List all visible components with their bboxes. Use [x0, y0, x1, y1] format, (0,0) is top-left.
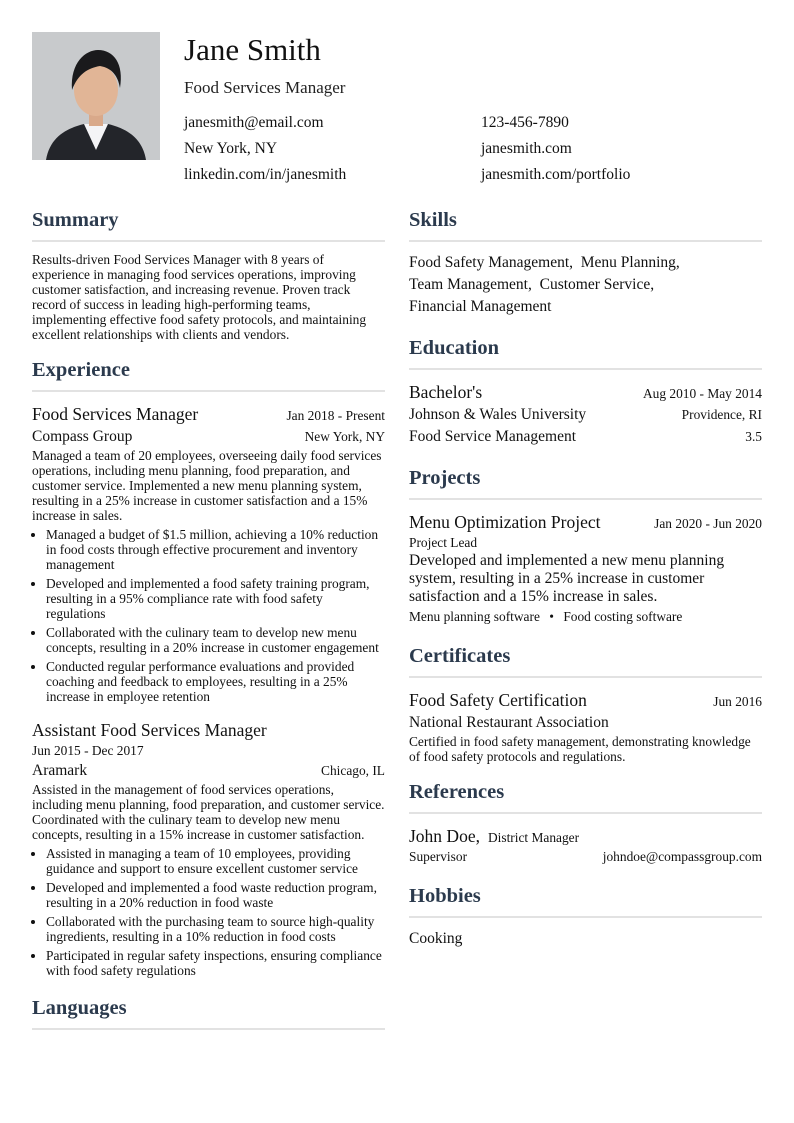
candidate-name: Jane Smith: [184, 32, 321, 67]
section-title-references: References: [409, 781, 505, 803]
job-bullet: • Participated in regular safety inspections, ensuring compliance with food safety regulations: [46, 948, 385, 978]
certificates-section: [409, 642, 762, 764]
hobbies-section: [409, 882, 762, 950]
reference-relation: Supervisor: [409, 849, 468, 864]
job-company: Aramark: [32, 762, 88, 779]
section-divider: [409, 368, 762, 370]
reference-email[interactable]: johndoe@compassgroup.com: [602, 849, 762, 864]
reference-name: John Doe,: [409, 826, 480, 846]
skills-line: Financial Management: [409, 298, 552, 315]
section-divider: [409, 812, 762, 814]
contact-portfolio[interactable]: janesmith.com/portfolio: [481, 166, 631, 183]
section-divider: [409, 676, 762, 678]
job-bullet: • Developed and implemented a food safety training program, resulting in a 95% compliance rate with food safety regulations: [46, 576, 385, 621]
project-name: Menu Optimization Project: [409, 512, 601, 532]
person-portrait-icon: [32, 32, 160, 160]
project-dates: Jan 2020 - Jun 2020: [654, 516, 762, 531]
summary-text: Results-driven Food Services Manager with 8 years of experience in managing food services operations, improving customer satisfaction, and increasing revenue. Proven track record of success in leading high-performing teams, implementing effective food safety protocols, and maintaining excellent relationships with clients and vendors.: [32, 252, 367, 342]
job-title: Assistant Food Services Manager: [32, 720, 267, 740]
job-location: New York, NY: [304, 429, 385, 444]
education-dates: Aug 2010 - May 2014: [642, 386, 762, 401]
certificate-issuer: National Restaurant Association: [409, 714, 609, 731]
job-location: Chicago, IL: [321, 763, 385, 778]
section-divider: [32, 240, 385, 242]
project-tools: [409, 608, 762, 626]
education-location: Providence, RI: [681, 407, 762, 422]
summary-section: [32, 206, 385, 342]
section-title-experience: Experience: [32, 359, 130, 381]
reference-position: District Manager: [487, 830, 580, 845]
section-title-skills: Skills: [409, 209, 457, 231]
contact-website[interactable]: janesmith.com: [481, 140, 572, 157]
project-tool: Menu planning software: [409, 609, 540, 624]
section-divider: [32, 390, 385, 392]
project-role: Project Lead: [409, 535, 478, 550]
section-title-education: Education: [409, 337, 499, 359]
languages-section: [32, 994, 385, 1030]
left-column: [32, 206, 385, 1040]
tool-separator: •: [549, 609, 554, 624]
project-description: Developed and implemented a new menu planning system, resulting in a 25% increase in customer satisfaction and a 15% increase in sales.: [409, 552, 725, 605]
section-title-certificates: Certificates: [409, 645, 511, 667]
education-section: [409, 334, 762, 448]
job-bullet: • Assisted in managing a team of 10 employees, providing guidance and support to ensure excellent customer service: [46, 846, 385, 876]
section-divider: [409, 240, 762, 242]
section-title-summary: Summary: [32, 209, 119, 231]
skills-line: Food Safety Management, Menu Planning,: [409, 254, 680, 271]
education-field: Food Service Management: [409, 428, 577, 445]
job-bullet: • Developed and implemented a food waste reduction program, resulting in a 20% reduction in food waste: [46, 880, 385, 910]
references-section: [409, 778, 762, 866]
section-divider: [409, 916, 762, 918]
job-company: Compass Group: [32, 428, 133, 445]
hobby-item: Cooking: [409, 930, 463, 947]
section-title-hobbies: Hobbies: [409, 885, 481, 907]
certificate-name: Food Safety Certification: [409, 690, 587, 710]
job-bullet: • Collaborated with the culinary team to develop new menu concepts, resulting in a 20% increase in customer engagement: [46, 625, 385, 655]
skills-section: [409, 206, 762, 318]
section-title-languages: Languages: [32, 997, 127, 1019]
certificate-description: Certified in food safety management, demonstrating knowledge of food safety protocols and regulations.: [409, 734, 751, 764]
education-gpa: 3.5: [745, 429, 762, 444]
contact-email[interactable]: janesmith@email.com: [184, 114, 324, 131]
education-school: Johnson & Wales University: [409, 406, 587, 423]
job-description: Managed a team of 20 employees, overseeing daily food services operations, including menu planning, food preparation, and customer service. Implemented a new menu planning system, resulting in a 25% increase in customer satisfaction and a 15% increase in sales.: [32, 448, 382, 523]
job-bullets: [32, 846, 385, 978]
section-title-projects: Projects: [409, 467, 481, 489]
job-title: Food Services Manager: [32, 404, 199, 424]
contact-location: New York, NY: [184, 140, 278, 157]
experience-section: [32, 356, 385, 978]
skills-line: Team Management, Customer Service,: [409, 276, 655, 293]
contact-linkedin[interactable]: linkedin.com/in/janesmith: [184, 166, 347, 183]
job-entry: [32, 718, 385, 978]
job-bullet: • Collaborated with the purchasing team to source high-quality ingredients, resulting in a 10% reduction in food costs: [46, 914, 385, 944]
job-bullet: • Conducted regular performance evaluations and provided coaching and feedback to employees, resulting in a 25% increase in employee retention: [46, 659, 385, 704]
job-dates: Jan 2018 - Present: [286, 408, 385, 423]
job-description: Assisted in the management of food services operations, including menu planning, food preparation, and customer service. Coordinated with the culinary team to develop new menu concepts, resulting in a 15% increase in customer satisfaction.: [32, 782, 385, 842]
job-bullets: [32, 527, 385, 704]
profile-photo: [32, 32, 160, 160]
projects-section: [409, 464, 762, 626]
section-divider: [32, 1028, 385, 1030]
candidate-role: Food Services Manager: [184, 78, 346, 97]
section-divider: [409, 498, 762, 500]
right-column: [409, 206, 762, 950]
contact-phone[interactable]: 123-456-7890: [481, 114, 569, 131]
job-entry: [32, 402, 385, 704]
job-bullet: • Managed a budget of $1.5 million, achieving a 10% reduction in food costs through effective procurement and inventory management: [46, 527, 385, 572]
project-tool: Food costing software: [563, 609, 683, 624]
education-degree: Bachelor's: [409, 382, 483, 402]
certificate-date: Jun 2016: [713, 694, 762, 709]
job-dates: Jun 2015 - Dec 2017: [32, 743, 144, 758]
